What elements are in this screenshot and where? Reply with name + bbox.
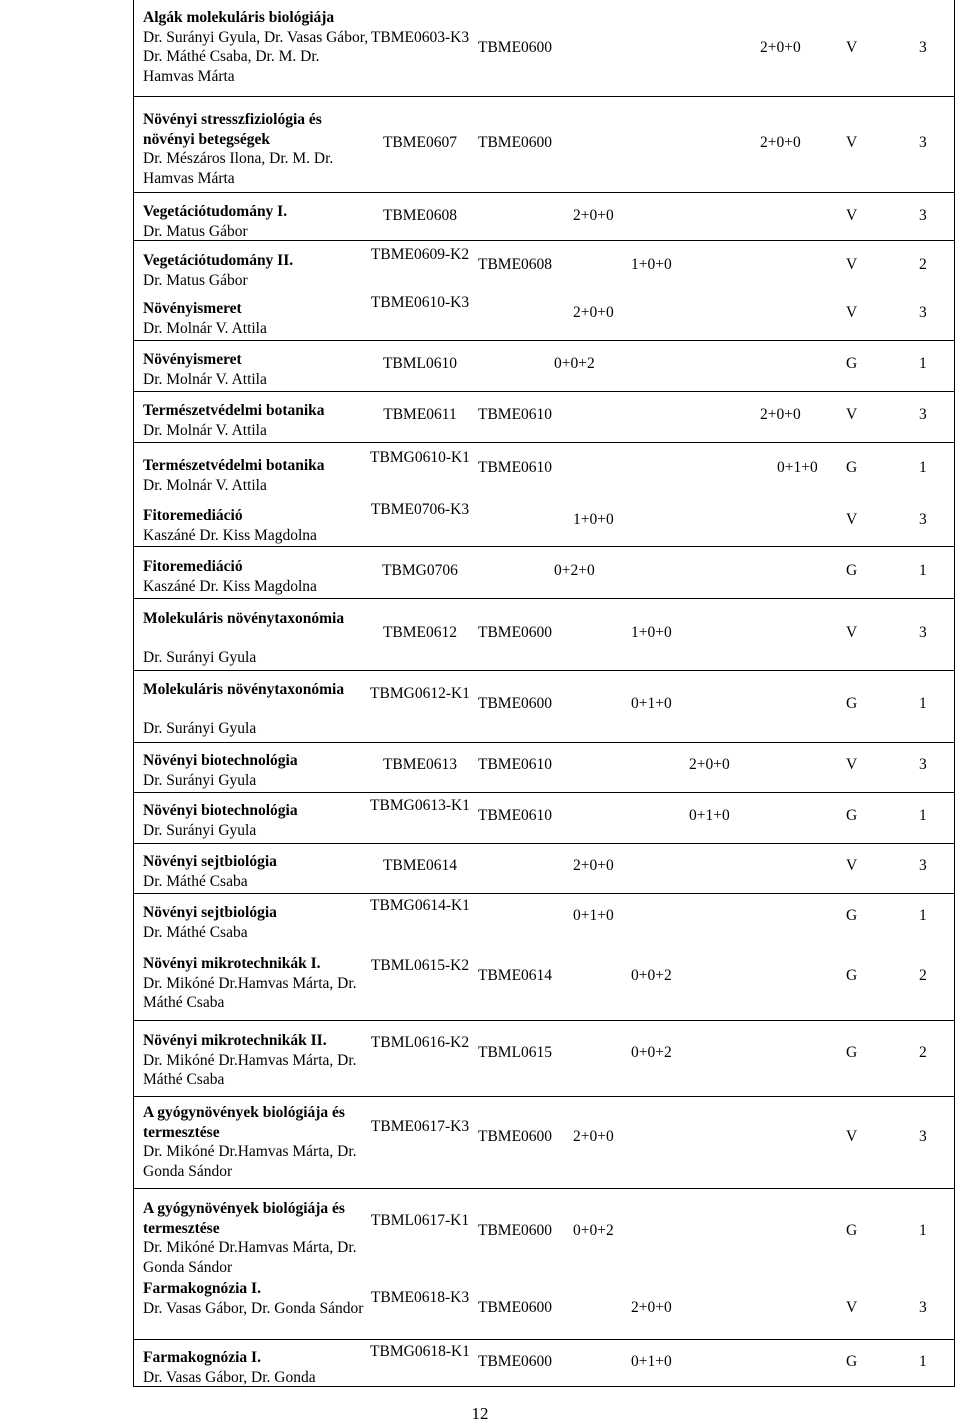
hours-value: 2+0+0 [689, 756, 730, 773]
credit-value: 1 [919, 1221, 927, 1239]
prerequisite-code: TBML0615 [478, 1043, 553, 1061]
course-title: Növényismeret [143, 300, 242, 317]
credit-value: 3 [919, 624, 927, 641]
course-title: Növényi mikrotechnikák II. [143, 1032, 327, 1049]
prerequisite-code: TBME0600 [478, 624, 553, 641]
row-separator [134, 598, 954, 599]
exam-type: V [846, 134, 858, 151]
row-separator [134, 742, 954, 743]
credit-value: 1 [919, 562, 927, 579]
prerequisite-code: TBME0610 [478, 406, 553, 423]
credit-value: 3 [919, 38, 927, 56]
prerequisite-code: TBME0610 [478, 756, 553, 773]
course-title: Növényi sejtbiológia [143, 853, 277, 870]
course-code: TBML0616-K2 [370, 1034, 470, 1051]
course-title: Növényi biotechnológia [143, 802, 298, 819]
course-teacher: Dr. Mészáros Ilona, Dr. M. Dr. Hamvas Márta [143, 150, 334, 187]
hours-value: 2+0+0 [573, 303, 614, 321]
course-code: TBML0617-K1 [370, 1212, 470, 1229]
hours-value: 0+0+2 [573, 1221, 614, 1239]
credit-value: 3 [919, 134, 927, 151]
exam-type: G [846, 1221, 858, 1239]
course-teacher: Dr. Máthé Csaba [143, 872, 248, 890]
row-separator [134, 792, 954, 793]
row-separator [134, 192, 954, 193]
exam-type: V [846, 1127, 858, 1145]
hours-value: 0+2+0 [554, 562, 595, 579]
credit-value: 3 [919, 1298, 927, 1316]
credit-value: 1 [919, 1352, 927, 1370]
course-code: TBME0618-K3 [370, 1289, 470, 1306]
row-separator [134, 340, 954, 341]
row-separator [134, 1339, 954, 1340]
course-code: TBMG0613-K1 [370, 797, 470, 814]
course-code: TBME0607 [382, 134, 458, 151]
exam-type: G [846, 694, 858, 712]
row-separator [134, 240, 954, 241]
exam-type: V [846, 38, 858, 56]
course-title: Farmakognózia I. [143, 1349, 261, 1366]
course-teacher: Dr. Surányi Gyula [143, 821, 257, 839]
course-teacher: Dr. Vasas Gábor, Dr. Gonda Sándor [143, 1299, 364, 1317]
hours-value: 2+0+0 [760, 38, 801, 56]
credit-value: 2 [919, 966, 927, 984]
course-title: Molekuláris növénytaxonómia [143, 610, 345, 627]
row-separator [134, 391, 954, 392]
course-title: Algák molekuláris biológiája [143, 9, 335, 26]
credit-value: 3 [919, 303, 927, 321]
course-code: TBME0613 [382, 756, 458, 773]
course-teacher: Dr. Mikóné Dr.Hamvas Márta, Dr. Gonda Sándor [143, 1143, 357, 1180]
row-separator [134, 670, 954, 671]
hours-value: 2+0+0 [760, 134, 801, 151]
credit-value: 3 [919, 756, 927, 773]
credit-value: 2 [919, 255, 927, 273]
credit-value: 1 [919, 806, 927, 824]
course-teacher: Dr. Mikóné Dr.Hamvas Márta, Dr. Máthé Csaba [143, 1051, 357, 1089]
page-number: 12 [471, 1404, 489, 1423]
course-title: Természetvédelmi botanika [143, 457, 325, 474]
course-title: Növényi sejtbiológia [143, 904, 277, 921]
course-title: Farmakognózia I. [143, 1280, 261, 1297]
prerequisite-code: TBME0610 [478, 806, 553, 824]
row-separator [134, 546, 954, 547]
course-teacher: Dr. Mikóné Dr.Hamvas Márta, Dr. Máthé Csaba [143, 974, 357, 1012]
hours-value: 0+0+2 [631, 1043, 672, 1061]
course-code: TBME0617-K3 [370, 1118, 470, 1135]
course-title: Növényi stresszfiziológia és növényi betegségek [143, 111, 322, 148]
hours-value: 0+1+0 [777, 458, 818, 476]
credit-value: 1 [919, 906, 927, 924]
course-code: TBME0609-K2 [370, 246, 470, 263]
course-teacher: Dr. Molnár V. Attila [143, 370, 267, 388]
exam-type: G [846, 1043, 858, 1061]
course-code: TBME0612 [382, 624, 458, 641]
hours-value: 1+0+0 [631, 255, 672, 273]
exam-type: G [846, 562, 858, 579]
course-teacher: Dr. Vasas Gábor, Dr. Gonda [143, 1368, 316, 1386]
course-code: TBME0706-K3 [370, 501, 470, 518]
course-teacher: Dr. Surányi Gyula [143, 720, 257, 738]
hours-value: 1+0+0 [631, 624, 672, 641]
credit-value: 3 [919, 1127, 927, 1145]
course-title: Vegetációtudomány II. [143, 252, 294, 269]
credit-value: 1 [919, 694, 927, 712]
exam-type: G [846, 355, 858, 372]
hours-value: 0+0+2 [554, 355, 595, 372]
course-code: TBME0603-K3 [370, 29, 470, 46]
course-teacher: Dr. Surányi Gyula [143, 649, 257, 667]
hours-value: 2+0+0 [573, 857, 614, 874]
course-teacher: Dr. Máthé Csaba [143, 923, 248, 941]
exam-type: V [846, 1298, 858, 1316]
exam-type: V [846, 303, 858, 321]
row-separator [134, 1020, 954, 1021]
exam-type: G [846, 966, 858, 984]
hours-value: 2+0+0 [573, 207, 614, 224]
course-teacher: Kaszáné Dr. Kiss Magdolna [143, 526, 317, 544]
exam-type: V [846, 756, 858, 773]
course-title: Növényismeret [143, 351, 242, 368]
prerequisite-code: TBME0600 [478, 1127, 553, 1145]
course-code: TBME0608 [382, 207, 458, 224]
course-teacher: Dr. Matus Gábor [143, 222, 248, 240]
hours-value: 0+0+2 [631, 966, 672, 984]
course-code: TBMG0612-K1 [370, 685, 470, 702]
prerequisite-code: TBME0600 [478, 1298, 553, 1316]
row-separator [134, 1096, 954, 1097]
course-code: TBML0610 [382, 355, 458, 372]
exam-type: G [846, 458, 858, 476]
course-title: A gyógynövények biológiája és termesztése [143, 1200, 345, 1237]
course-code: TBMG0614-K1 [370, 897, 470, 914]
exam-type: V [846, 406, 858, 423]
course-code: TBMG0610-K1 [370, 449, 470, 466]
course-title: A gyógynövények biológiája és termesztése [143, 1104, 345, 1141]
prerequisite-code: TBME0614 [478, 966, 553, 984]
hours-value: 0+1+0 [631, 694, 672, 712]
credit-value: 3 [919, 207, 927, 224]
row-separator [134, 893, 954, 894]
course-teacher: Dr. Mikóné Dr.Hamvas Márta, Dr. Gonda Sándor [143, 1239, 357, 1276]
prerequisite-code: TBME0608 [478, 255, 553, 273]
prerequisite-code: TBME0600 [478, 1221, 553, 1239]
exam-type: G [846, 1352, 858, 1370]
hours-value: 2+0+0 [760, 406, 801, 423]
prerequisite-code: TBME0600 [478, 134, 553, 151]
hours-value: 2+0+0 [573, 1127, 614, 1145]
course-code: TBME0610-K3 [370, 294, 470, 311]
course-teacher: Dr. Surányi Gyula, Dr. Vasas Gábor, Dr. Máthé Csaba, Dr. M. Dr. Hamvas Márta [143, 28, 369, 85]
prerequisite-code: TBME0600 [478, 38, 553, 56]
credit-value: 2 [919, 1043, 927, 1061]
course-code: TBMG0618-K1 [370, 1343, 470, 1360]
course-teacher: Dr. Molnár V. Attila [143, 476, 267, 494]
course-code: TBMG0706 [382, 562, 458, 579]
course-teacher: Dr. Molnár V. Attila [143, 319, 267, 337]
credit-value: 1 [919, 355, 927, 372]
course-code: TBME0614 [382, 857, 458, 874]
exam-type: V [846, 510, 858, 528]
credit-value: 1 [919, 458, 927, 476]
course-title: Növényi mikrotechnikák I. [143, 955, 321, 972]
row-separator [134, 843, 954, 844]
course-title: Növényi biotechnológia [143, 752, 298, 769]
hours-value: 0+1+0 [631, 1352, 672, 1370]
prerequisite-code: TBME0600 [478, 694, 553, 712]
course-title: Fitoremediáció [143, 507, 243, 524]
course-title: Molekuláris növénytaxonómia [143, 681, 345, 698]
exam-type: V [846, 624, 858, 641]
course-teacher: Dr. Surányi Gyula [143, 771, 257, 789]
course-title: Fitoremediáció [143, 558, 243, 575]
prerequisite-code: TBME0610 [478, 458, 553, 476]
hours-value: 2+0+0 [631, 1298, 672, 1316]
exam-type: G [846, 906, 858, 924]
hours-value: 0+1+0 [573, 906, 614, 924]
hours-value: 0+1+0 [689, 806, 730, 824]
course-teacher: Dr. Molnár V. Attila [143, 421, 267, 439]
credit-value: 3 [919, 406, 927, 423]
credit-value: 3 [919, 857, 927, 874]
row-separator [134, 1188, 954, 1189]
credit-value: 3 [919, 510, 927, 528]
exam-type: G [846, 806, 858, 824]
course-title: Természetvédelmi botanika [143, 402, 325, 419]
exam-type: V [846, 255, 858, 273]
course-code: TBML0615-K2 [370, 957, 470, 974]
prerequisite-code: TBME0600 [478, 1352, 553, 1370]
course-teacher: Kaszáné Dr. Kiss Magdolna [143, 577, 317, 595]
course-title: Vegetációtudomány I. [143, 203, 288, 220]
row-separator [134, 442, 954, 443]
course-teacher: Dr. Matus Gábor [143, 271, 248, 289]
hours-value: 1+0+0 [573, 510, 614, 528]
course-code: TBME0611 [383, 406, 457, 423]
exam-type: V [846, 857, 858, 874]
exam-type: V [846, 207, 858, 224]
row-separator [134, 96, 954, 97]
